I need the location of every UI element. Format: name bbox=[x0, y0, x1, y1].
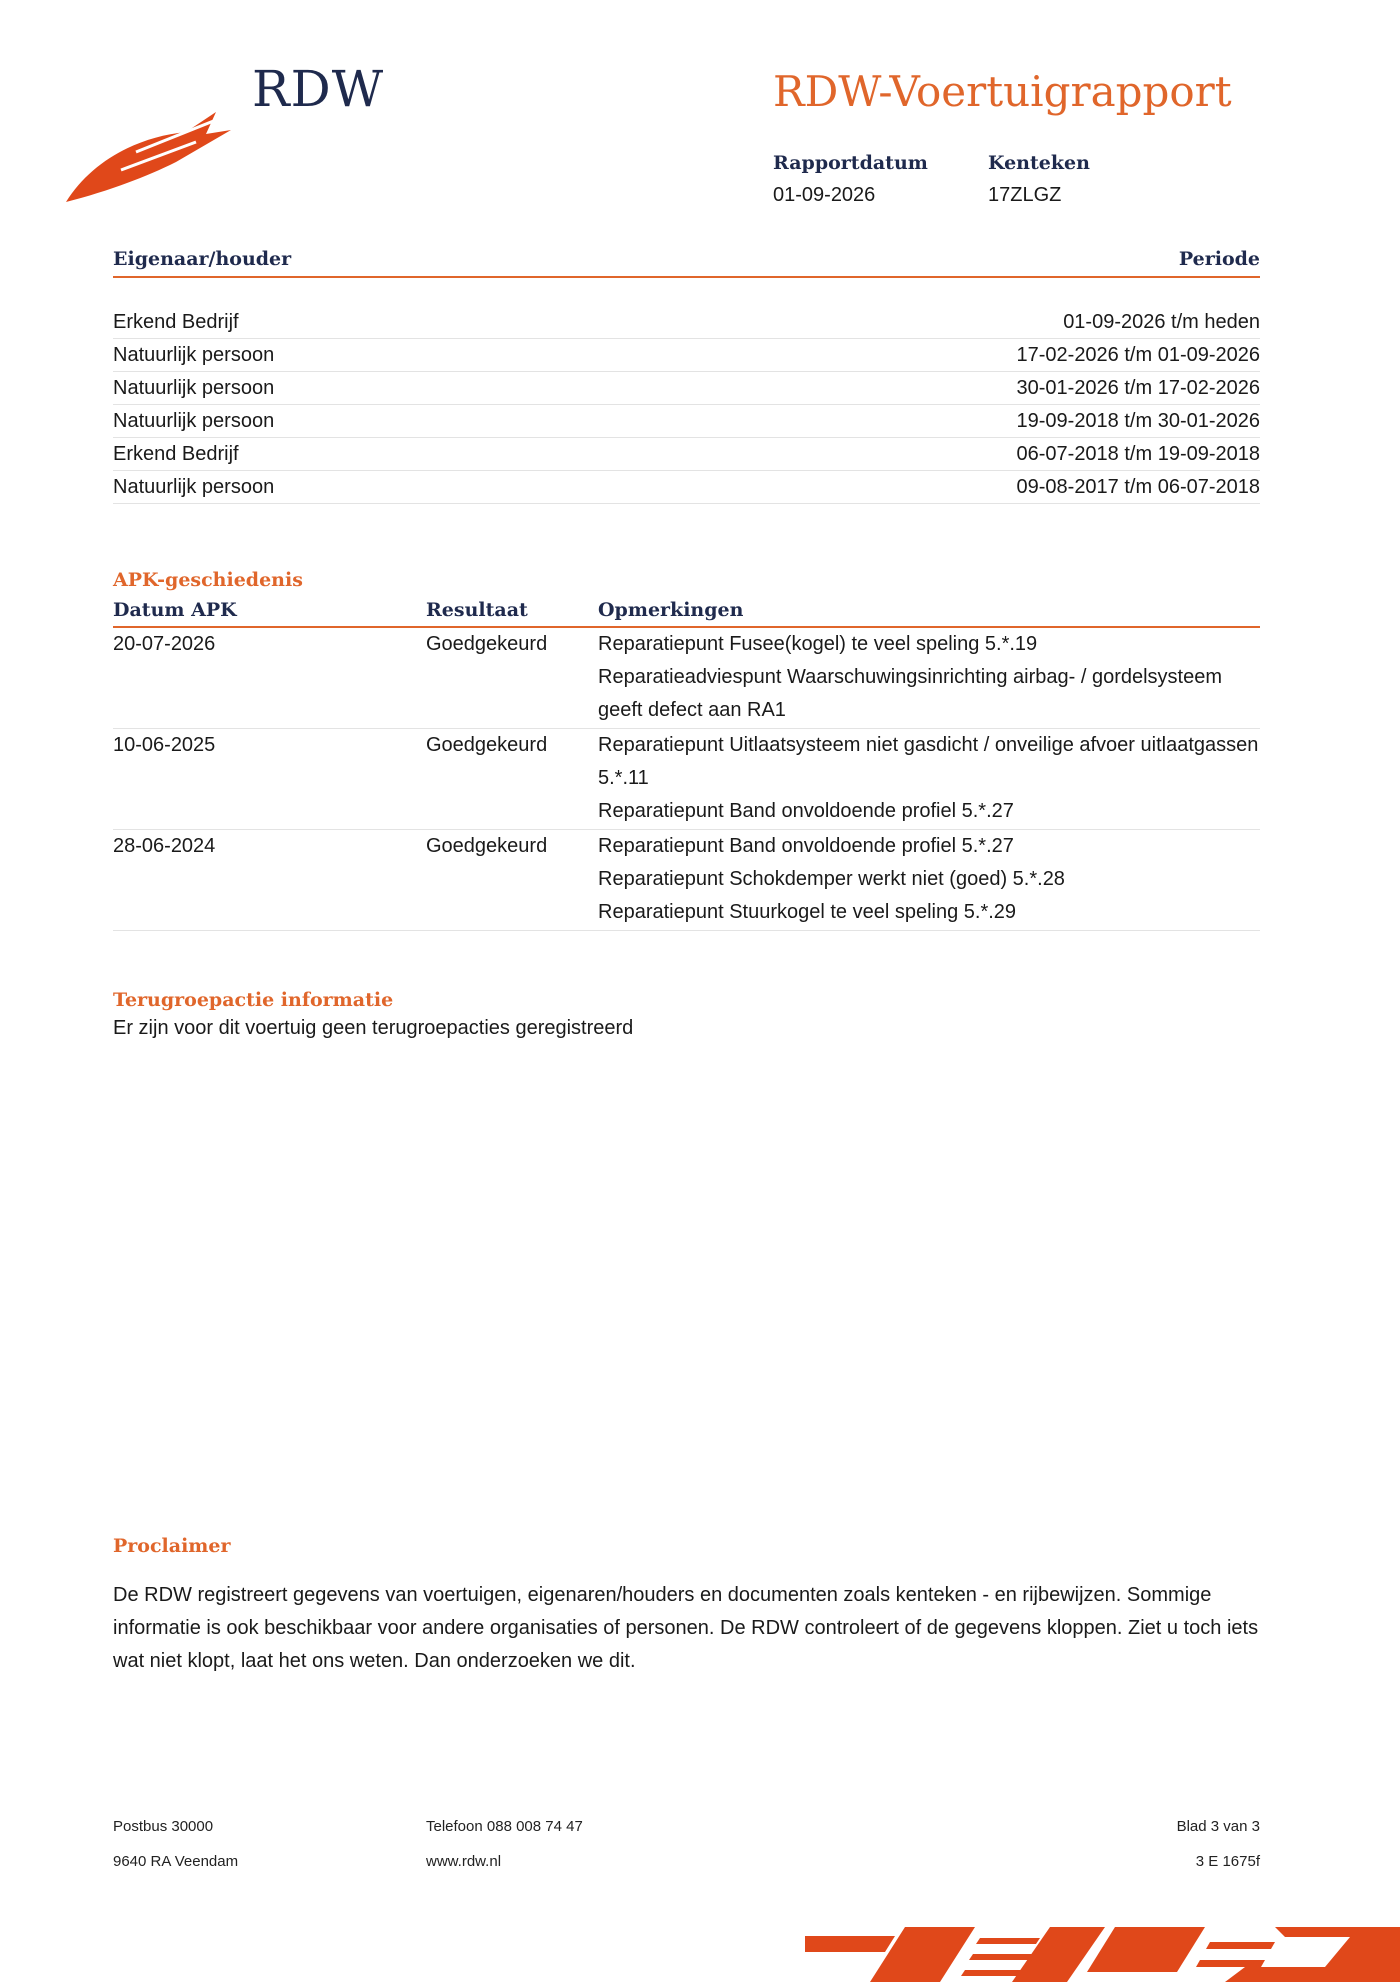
remark-item: Reparatiepunt Schokdemper werkt niet (goed) 5.*.28 bbox=[598, 868, 1065, 890]
proclaimer-text: De RDW registreert gegevens van voertuigen, eigenaren/houders en documenten zoals kenteken - en rijbewijzen. Sommige informatie is ook beschikbaar voor andere organisaties of personen. De RDW controleert of de gegevens kloppen. Ziet u toch iets wat niet klopt, laat het ons weten. Dan onderzoeken we dit. bbox=[113, 1584, 1259, 1672]
owner-table-header bbox=[113, 248, 1260, 278]
recall-section bbox=[113, 989, 1260, 1040]
table-row bbox=[113, 372, 1260, 405]
brand-name: RDW bbox=[252, 60, 385, 118]
proclaimer-title: Proclaimer bbox=[113, 1535, 231, 1557]
owner-cell: Natuurlijk persoon bbox=[113, 377, 275, 399]
apk-remarks-cell bbox=[598, 628, 1260, 727]
period-cell: 01-09-2026 t/m heden bbox=[1063, 311, 1260, 333]
recall-text: Er zijn voor dit voertuig geen terugroepacties geregistreerd bbox=[113, 1017, 634, 1039]
proclaimer-section bbox=[113, 1535, 1273, 1678]
table-row bbox=[113, 729, 1260, 830]
wing-logo-icon bbox=[66, 92, 236, 202]
table-row bbox=[113, 405, 1260, 438]
apk-date-cell: 10-06-2025 bbox=[113, 734, 216, 756]
footer-page-number: Blad 3 van 3 bbox=[1176, 1818, 1260, 1835]
period-cell: 19-09-2018 t/m 30-01-2026 bbox=[1016, 410, 1260, 432]
report-title: RDW-Voertuigrapport bbox=[773, 67, 1232, 116]
table-row bbox=[113, 306, 1260, 339]
footer-phone: Telefoon 088 008 74 47 bbox=[426, 1818, 583, 1835]
date-column-header: Datum APK bbox=[113, 599, 237, 621]
apk-result-cell: Goedgekeurd bbox=[426, 633, 548, 655]
table-row bbox=[113, 471, 1260, 504]
apk-remarks-cell bbox=[598, 729, 1260, 828]
owner-cell: Natuurlijk persoon bbox=[113, 476, 275, 498]
table-row bbox=[113, 628, 1260, 729]
apk-section-title: APK-geschiedenis bbox=[113, 569, 303, 591]
recall-section-title: Terugroepactie informatie bbox=[113, 989, 394, 1011]
footer-document-code: 3 E 1675f bbox=[1195, 1853, 1260, 1870]
remark-item: Reparatiepunt Band onvoldoende profiel 5.*.27 bbox=[598, 800, 1014, 822]
apk-date-cell: 20-07-2026 bbox=[113, 633, 216, 655]
table-row bbox=[113, 438, 1260, 471]
footer-address-line2: 9640 RA Veendam bbox=[113, 1853, 239, 1870]
footer-address-line1: Postbus 30000 bbox=[113, 1818, 214, 1835]
remark-item: Reparatiepunt Stuurkogel te veel speling 5.*.29 bbox=[598, 901, 1017, 923]
apk-result-cell: Goedgekeurd bbox=[426, 734, 548, 756]
remark-item: Reparatiepunt Band onvoldoende profiel 5.*.27 bbox=[598, 835, 1014, 857]
table-row bbox=[113, 830, 1260, 931]
owner-history-table bbox=[113, 248, 1260, 504]
owner-cell: Natuurlijk persoon bbox=[113, 344, 275, 366]
apk-table-header bbox=[113, 599, 1260, 628]
owner-cell: Natuurlijk persoon bbox=[113, 410, 275, 432]
period-cell: 30-01-2026 t/m 17-02-2026 bbox=[1016, 377, 1260, 399]
stripe-decoration-icon bbox=[805, 1922, 1400, 1982]
footer-website-link[interactable]: www.rdw.nl bbox=[426, 1853, 502, 1870]
plate-label: Kenteken bbox=[988, 152, 1090, 174]
remark-item: Reparatiepunt Uitlaatsysteem niet gasdicht / onveilige afvoer uitlaatgassen 5.*.11 bbox=[598, 734, 1259, 789]
table-row bbox=[113, 339, 1260, 372]
period-cell: 09-08-2017 t/m 06-07-2018 bbox=[1016, 476, 1260, 498]
remark-item: Reparatieadviespunt Waarschuwingsinrichting airbag- / gordelsysteem geeft defect aan RA1 bbox=[598, 666, 1223, 721]
owner-cell: Erkend Bedrijf bbox=[113, 443, 239, 465]
period-cell: 06-07-2018 t/m 19-09-2018 bbox=[1016, 443, 1260, 465]
apk-result-cell: Goedgekeurd bbox=[426, 835, 548, 857]
remarks-column-header: Opmerkingen bbox=[598, 599, 744, 621]
owner-column-header: Eigenaar/houder bbox=[113, 248, 292, 270]
apk-remarks-cell bbox=[598, 830, 1260, 929]
plate-value: 17ZLGZ bbox=[988, 184, 1062, 206]
period-column-header: Periode bbox=[1178, 248, 1260, 270]
period-cell: 17-02-2026 t/m 01-09-2026 bbox=[1016, 344, 1260, 366]
report-date-value: 01-09-2026 bbox=[773, 184, 876, 206]
apk-history-section bbox=[113, 569, 1260, 931]
report-date-label: Rapportdatum bbox=[773, 152, 928, 174]
owner-cell: Erkend Bedrijf bbox=[113, 311, 239, 333]
apk-date-cell: 28-06-2024 bbox=[113, 835, 216, 857]
remark-item: Reparatiepunt Fusee(kogel) te veel speling 5.*.19 bbox=[598, 633, 1038, 655]
result-column-header: Resultaat bbox=[426, 599, 528, 621]
